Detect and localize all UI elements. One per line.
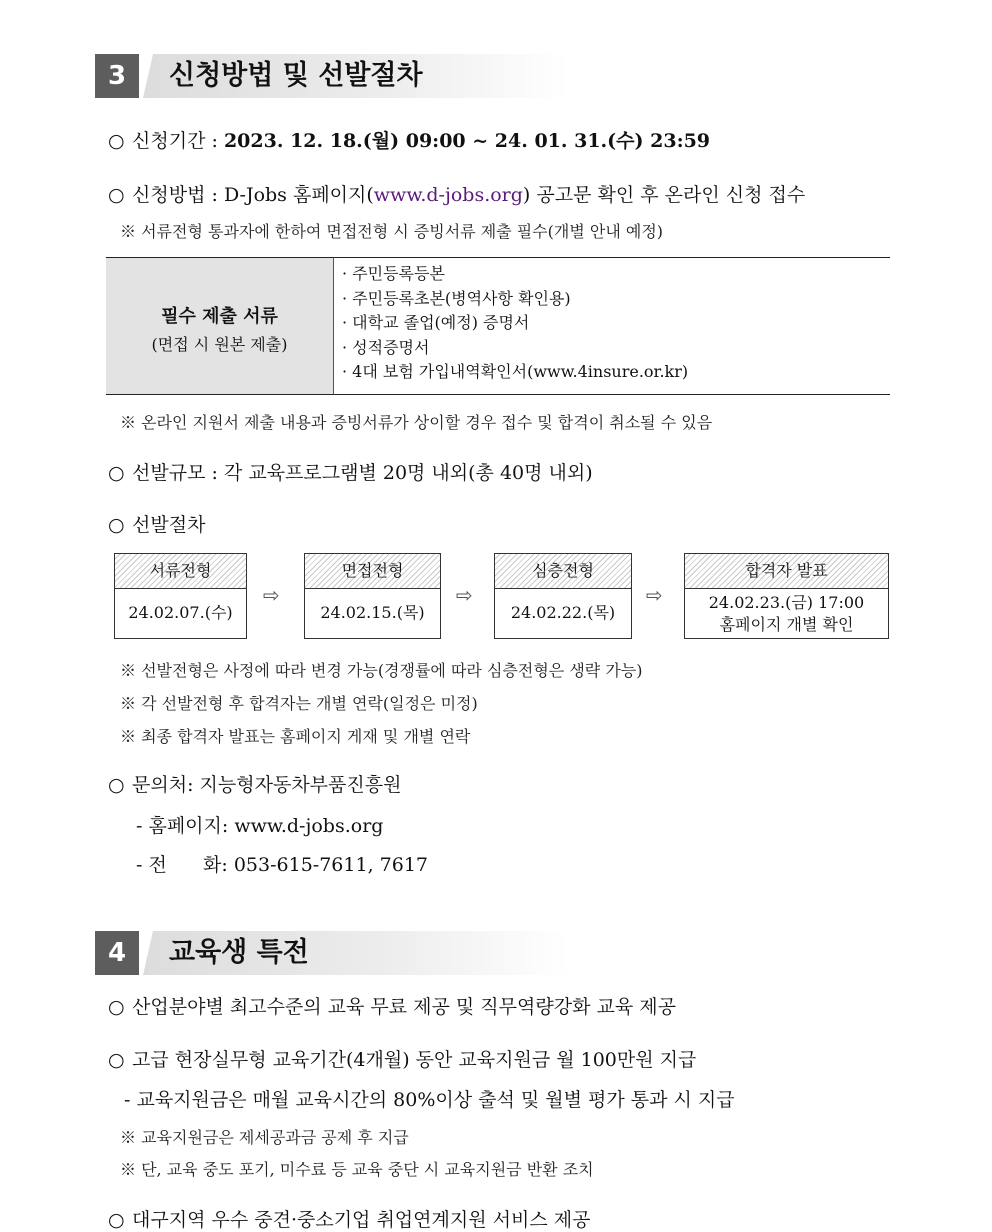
application-period — [108, 126, 710, 153]
benefit-text: 고급 현장실무형 교육기간(4개월) 동안 교육지원금 월 100만원 지급 — [132, 1049, 697, 1071]
section-number: 3 — [95, 54, 139, 98]
step-document-screening — [114, 553, 247, 639]
step-in-depth — [494, 553, 632, 639]
selection-procedure — [108, 510, 205, 537]
required-doc-item: · 4대 보험 가입내역확인서(www.4insure.or.kr) — [342, 362, 689, 381]
benefit-subitem: - 교육지원금은 매월 교육시간의 80%이상 출석 및 월별 평가 통과 시 지급 — [124, 1089, 735, 1111]
required-doc-item: · 주민등록초본(병역사항 확인용) — [342, 288, 571, 308]
period-label: 신청기간 : — [132, 130, 218, 152]
method-label: 신청방법 : — [132, 184, 218, 206]
bullet-icon: ○ — [108, 130, 125, 152]
required-doc-item: · 성적증명서 — [342, 337, 430, 357]
step-date: 24.02.15.(목) — [320, 603, 425, 622]
step-announcement — [684, 553, 889, 639]
bullet-icon: ○ — [108, 1049, 125, 1071]
selection-scale — [108, 458, 593, 485]
application-method — [108, 180, 805, 207]
step-date: 24.02.23.(금) 17:00 — [708, 593, 865, 612]
section-4-header — [95, 931, 565, 975]
arrow-right-icon: ⇨ — [646, 583, 663, 607]
bullet-icon: ○ — [108, 1209, 125, 1231]
d-jobs-link[interactable]: www.d-jobs.org — [373, 184, 523, 206]
bullet-icon: ○ — [108, 774, 125, 796]
step-name: 서류전형 — [115, 554, 246, 589]
contact-phone: - 전 화: 053-615-7611, 7617 — [136, 854, 429, 876]
section-title: 신청방법 및 선발절차 — [169, 60, 423, 91]
required-docs-title: 필수 제출 서류 — [161, 306, 278, 327]
benefit-item — [108, 992, 676, 1019]
required-docs-list — [334, 257, 890, 395]
section-3-header — [95, 54, 565, 98]
required-doc-item: · 대학교 졸업(예정) 증명서 — [342, 313, 530, 332]
section-number: 4 — [95, 931, 139, 975]
bullet-icon: ○ — [108, 462, 125, 484]
step-interview — [304, 553, 441, 639]
procedure-note: ※ 각 선발전형 후 합격자는 개별 연락(일정은 미정) — [120, 694, 478, 713]
cancel-note: ※ 온라인 지원서 제출 내용과 증빙서류가 상이할 경우 접수 및 합격이 취소될 수 있음 — [120, 413, 713, 432]
arrow-right-icon: ⇨ — [263, 583, 280, 607]
procedure-note: ※ 최종 합격자 발표는 홈페이지 게재 및 개별 연락 — [120, 727, 471, 746]
procedure-note: ※ 선발전형은 사정에 따라 변경 가능(경쟁률에 따라 심층전형은 생략 가능) — [120, 661, 643, 680]
contact-text: 문의처: 지능형자동차부품진흥원 — [132, 774, 402, 796]
step-name: 합격자 발표 — [685, 554, 888, 589]
method-pre: D-Jobs 홈페이지( — [223, 184, 374, 206]
step-name: 면접전형 — [305, 554, 440, 589]
arrow-right-icon: ⇨ — [456, 583, 473, 607]
bullet-icon: ○ — [108, 184, 125, 206]
contact — [108, 770, 401, 797]
bullet-icon: ○ — [108, 996, 125, 1018]
section-title: 교육생 특전 — [169, 937, 309, 968]
benefit-text: 대구지역 우수 중견·중소기업 취업연계지원 서비스 제공 — [132, 1209, 591, 1231]
procedure-label: 선발절차 — [132, 514, 206, 536]
benefit-item — [108, 1205, 590, 1232]
benefit-item — [108, 1045, 696, 1072]
benefit-note: ※ 교육지원금은 제세공과금 공제 후 지급 — [120, 1128, 409, 1147]
benefit-note: ※ 단, 교육 중도 포기, 미수료 등 교육 중단 시 교육지원금 반환 조치 — [120, 1160, 594, 1179]
method-post: ) 공고문 확인 후 온라인 신청 접수 — [522, 184, 806, 206]
benefit-text: 산업분야별 최고수준의 교육 무료 제공 및 직무역량강화 교육 제공 — [132, 996, 676, 1018]
contact-homepage: - 홈페이지: www.d-jobs.org — [136, 815, 384, 837]
step-date: 24.02.07.(수) — [128, 603, 233, 622]
step-name: 심층전형 — [495, 554, 631, 589]
docs-note: ※ 서류전형 통과자에 한하여 면접전형 시 증빙서류 제출 필수(개별 안내 예정) — [120, 222, 664, 241]
required-docs-header-cell — [106, 257, 334, 395]
period-value: 2023. 12. 18.(월) 09:00 ~ 24. 01. 31.(수) 23:59 — [223, 130, 711, 152]
bullet-icon: ○ — [108, 514, 125, 536]
required-doc-item: · 주민등록등본 — [342, 264, 445, 283]
required-docs-subtitle: (면접 시 원본 제출) — [151, 335, 288, 354]
scale-text: 선발규모 : 각 교육프로그램별 20명 내외(총 40명 내외) — [132, 462, 593, 484]
step-date-detail: 홈페이지 개별 확인 — [719, 615, 854, 634]
step-date: 24.02.22.(목) — [510, 603, 616, 622]
